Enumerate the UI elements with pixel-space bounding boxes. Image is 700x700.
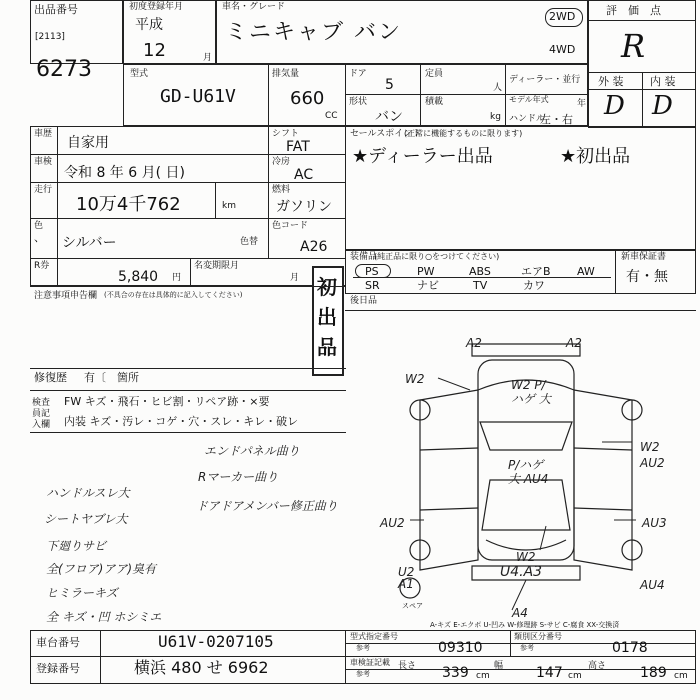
first-lot-stamp-text: 初出品 bbox=[317, 275, 337, 359]
inspection: 令和 8 年 6 月( 日) bbox=[64, 165, 185, 181]
mark-rear-w2: W2 bbox=[516, 550, 536, 564]
note-underbody: 下廻りサビ bbox=[46, 539, 107, 553]
type-cert-number: 09310 bbox=[438, 640, 483, 656]
selling-points-label: セールスポイント bbox=[350, 129, 422, 139]
width-label: 幅 bbox=[494, 661, 504, 671]
class-number: 0178 bbox=[612, 640, 648, 656]
aftermarket-label: 後日品 bbox=[350, 296, 378, 306]
shift-label: シフト bbox=[272, 129, 300, 139]
fuel-label: 燃料 bbox=[272, 185, 291, 195]
mark-spare-a1: U2 A1 bbox=[398, 565, 415, 591]
handle-value: 左・右 bbox=[540, 113, 573, 126]
load-label: 積載 bbox=[425, 97, 444, 107]
type-cert-ref: 参考 bbox=[356, 644, 370, 652]
mark-left-au2: AU2 bbox=[380, 516, 405, 530]
note-overall: 全 キズ・凹 ホシミエ bbox=[46, 610, 162, 624]
recycle-unit: 円 bbox=[172, 273, 182, 283]
length-unit: cm bbox=[476, 671, 490, 681]
spare-label: スペア bbox=[402, 602, 423, 610]
mark-front-right: A2 bbox=[566, 336, 582, 350]
roof bbox=[482, 480, 570, 530]
lot-label: 出品番号 bbox=[34, 3, 78, 16]
exterior-value: D bbox=[604, 91, 625, 121]
front-bumper bbox=[472, 344, 580, 356]
fw-row: FW キズ・飛石・ヒビ割・リペア跡・×要 bbox=[64, 395, 270, 408]
dim-ref: 参考 bbox=[356, 670, 370, 678]
reg-year: 12 bbox=[143, 40, 166, 61]
plate-label: 登録番号 bbox=[36, 662, 80, 675]
note-mirror: ヒミラーキズ bbox=[46, 586, 118, 600]
width-unit: cm bbox=[568, 671, 582, 681]
color: シルバー bbox=[62, 235, 117, 251]
lot-sub: [2113] bbox=[35, 32, 65, 42]
model-label: 型式 bbox=[130, 69, 149, 79]
inspector-label: 検査員記入欄 bbox=[32, 398, 51, 430]
class-ref: 参考 bbox=[520, 644, 534, 652]
mark-front-left: A2 bbox=[466, 336, 482, 350]
model-year-label: モデル年式 bbox=[509, 95, 549, 104]
caution-note: (不具合の存在は具体的に記入してください) bbox=[104, 291, 243, 299]
note-end-panel: エンドパネル曲り bbox=[204, 444, 300, 458]
equip-abs: ABS bbox=[469, 265, 491, 278]
mark-right-w2: W2 bbox=[640, 440, 660, 454]
load-unit: kg bbox=[490, 112, 501, 122]
recycle-label: R券 bbox=[34, 261, 50, 271]
displacement-label: 排気量 bbox=[272, 69, 300, 79]
note-smell: 全(フロア)アア)臭有 bbox=[46, 562, 157, 576]
doors-label: ドア bbox=[349, 69, 367, 79]
plate-number: 横浜 480 せ 6962 bbox=[134, 658, 269, 677]
era: 平成 bbox=[135, 17, 163, 33]
car-name: ミニキャブ バン bbox=[225, 20, 402, 45]
damage-legend: A-キズ E-エクボ U-凹み W-修理跡 S-サビ C-腐食 XX-交換済 bbox=[430, 621, 620, 629]
tax-unit: 月 bbox=[290, 273, 300, 283]
selling-point-2: ★初出品 bbox=[560, 146, 631, 167]
grade-label: 評 価 点 bbox=[606, 4, 661, 17]
mileage-label: 走行 bbox=[34, 185, 53, 195]
selling-point-1: ★ディーラー出品 bbox=[352, 146, 493, 167]
year-unit: 年 bbox=[577, 99, 587, 109]
selling-points-box bbox=[345, 126, 696, 250]
mark-rear-a4: A4 bbox=[512, 606, 528, 620]
note-r-marker: Rマーカー曲り bbox=[198, 470, 279, 484]
exterior-label: 外 装 bbox=[598, 75, 624, 88]
mark-right-au2: AU2 bbox=[640, 456, 665, 470]
equip-ps: PS bbox=[365, 265, 379, 278]
interior-label: 内 装 bbox=[650, 75, 676, 88]
fuel: ガソリン bbox=[276, 199, 332, 215]
car-name-label: 車名・グレード bbox=[222, 2, 286, 12]
usage-label: 車歴 bbox=[34, 129, 53, 139]
equipment-label: 装備品 bbox=[350, 252, 378, 262]
type-cert-label: 型式指定番号 bbox=[350, 632, 398, 641]
left-side bbox=[420, 390, 478, 570]
equipment-grid bbox=[353, 264, 611, 292]
body-type: バン bbox=[375, 109, 403, 125]
equip-tv: TV bbox=[473, 279, 488, 292]
mark-left-front: W2 bbox=[405, 372, 425, 386]
equip-pw: PW bbox=[417, 265, 435, 278]
drive-4wd: 4WD bbox=[549, 43, 576, 56]
windshield bbox=[480, 422, 572, 450]
mark-rear-u4: U4.A3 bbox=[500, 564, 543, 580]
usage: 自家用 bbox=[67, 135, 109, 151]
mileage: 10万4千762 bbox=[76, 194, 181, 215]
interior-row: 内装 キズ・汚レ・コゲ・穴・スレ・キレ・破レ bbox=[64, 415, 299, 428]
note-door-member: ドアドアメンバー修正曲り bbox=[196, 499, 338, 513]
first-reg-label: 初度登録年月 bbox=[129, 2, 184, 12]
length-value: 339 bbox=[442, 665, 469, 681]
shift: FAT bbox=[286, 139, 310, 155]
mark-roof: P/ハゲ 大 AU4 bbox=[508, 458, 549, 486]
repair-value: 有〔 箇所 bbox=[84, 371, 139, 384]
right-side bbox=[574, 390, 632, 570]
height-label: 高さ bbox=[588, 661, 607, 671]
lot-number: 6273 bbox=[36, 57, 92, 82]
warranty-value: 有・無 bbox=[626, 269, 668, 285]
caution-label: 注意事項申告欄 bbox=[34, 291, 98, 301]
ac: AC bbox=[294, 167, 314, 183]
drive-2wd: 2WD bbox=[549, 10, 576, 23]
color-code: A26 bbox=[300, 239, 328, 255]
length-label: 長さ bbox=[398, 661, 417, 671]
tax-label: 名変期限月 bbox=[194, 261, 240, 271]
interior-value: D bbox=[652, 91, 673, 121]
handle-label: ハンドル bbox=[509, 114, 546, 124]
equip-aw: AW bbox=[577, 265, 595, 278]
color-label: 色 bbox=[34, 221, 44, 231]
doors: 5 bbox=[385, 77, 394, 93]
repair-label: 修復歴 bbox=[34, 371, 67, 384]
ac-label: 冷房 bbox=[272, 157, 291, 167]
auction-sheet: 出品番号 [2113] 6273 初度登録年月 平成 12 月 車名・グレード ミニキャブ バン 2WD 4WD 評 価 点 R 外 装 内 装 D D 型式 GD-U61V 排気量 660 CC ドア 5 形状 バン 定員 人 積載 kg ディーラー・並行 モデル年式 年 ハンドル 左・右 車歴 自家用 シフト FAT 車検 令和 8 年 6 月( 日) 冷房 AC 走行 10万4千762 km 燃料 ガソリン 色 、 シルバー 色替 色コード A26 R券 5,840 円 名変期限月 月 初出品 セールスポイント (正常に機能するものに限ります) ★ディーラー出品 ★初出品 装備品 (純正品に限り○をつけてください) 新車保証書 有・無 PS PW ABS エアB AW SR ナビ TV カワ 後日品 注意事項申告欄 (不具合の存在は具体的に記入してください) 修復歴 有〔 箇所 検査員記入欄 FW キズ・飛石・ヒビ割・リペア跡・×要 内装 キズ・汚レ・コゲ・穴・スレ・キレ・破レ エンドパネル曲り Rマーカー曲り ドアドアメンバー修正曲り ハンドルスレ大 シートヤブレ大 下廻りサビ 全(フロア)アア)臭有 ヒミラーキズ 全 キズ・凹 ホシミエ A2 A2 W2 W2 P/ハゲ 大 W2 AU2 P/ハゲ 大 AU4 AU2 AU3 W2 U4.A3 U2 A1 AU4 スペア A4 A-キズ E-エクボ U-凹み W-修理跡 S-サビ C-腐食 XX-交換済 車台番号 U61V-0207105 登録番号 横浜 480 せ 6962 型式指定番号 参考 09310 類別区分番号 参考 0178 車検証記載 参考 長さ 339 cm 幅 147 cm 高さ 189 cm bbox=[0, 0, 700, 700]
body-label: 形状 bbox=[349, 97, 368, 107]
chassis-number: U61V-0207105 bbox=[158, 632, 274, 651]
capacity-unit: 人 bbox=[493, 83, 503, 93]
height-value: 189 bbox=[640, 665, 667, 681]
inspection-label: 車検 bbox=[34, 157, 53, 167]
equipment-note: (純正品に限り○をつけてください) bbox=[374, 252, 500, 261]
class-label: 類別区分番号 bbox=[514, 632, 562, 641]
color-code-label: 色コード bbox=[272, 221, 309, 231]
grade-value: R bbox=[621, 27, 646, 65]
mark-right-au3: AU3 bbox=[642, 516, 667, 530]
equip-airbag: エアB bbox=[521, 265, 551, 278]
dealer-label: ディーラー・並行 bbox=[509, 75, 581, 85]
equip-leather: カワ bbox=[523, 279, 545, 292]
dim-label: 車検証記載 bbox=[350, 658, 390, 667]
month-unit: 月 bbox=[203, 53, 213, 63]
note-handle: ハンドルスレ大 bbox=[46, 486, 130, 500]
displacement: 660 bbox=[290, 88, 325, 109]
cc-unit: CC bbox=[325, 111, 338, 121]
width-value: 147 bbox=[536, 665, 563, 681]
mark-rear-right-au4: AU4 bbox=[640, 578, 665, 592]
color-change-label: 色替 bbox=[240, 237, 259, 247]
model: GD-U61V bbox=[160, 86, 236, 107]
height-unit: cm bbox=[674, 671, 688, 681]
equip-navi: ナビ bbox=[417, 279, 439, 292]
selling-points-note: (正常に機能するものに限ります) bbox=[404, 129, 523, 138]
equip-sr: SR bbox=[365, 279, 380, 292]
chassis-label: 車台番号 bbox=[36, 636, 80, 649]
km-unit: km bbox=[222, 201, 236, 211]
warranty-label: 新車保証書 bbox=[621, 252, 667, 262]
capacity-label: 定員 bbox=[425, 69, 444, 79]
recycle: 5,840 bbox=[118, 269, 159, 285]
note-seat: シートヤブレ大 bbox=[44, 512, 128, 526]
mark-hood: W2 P/ハゲ 大 bbox=[511, 378, 551, 406]
